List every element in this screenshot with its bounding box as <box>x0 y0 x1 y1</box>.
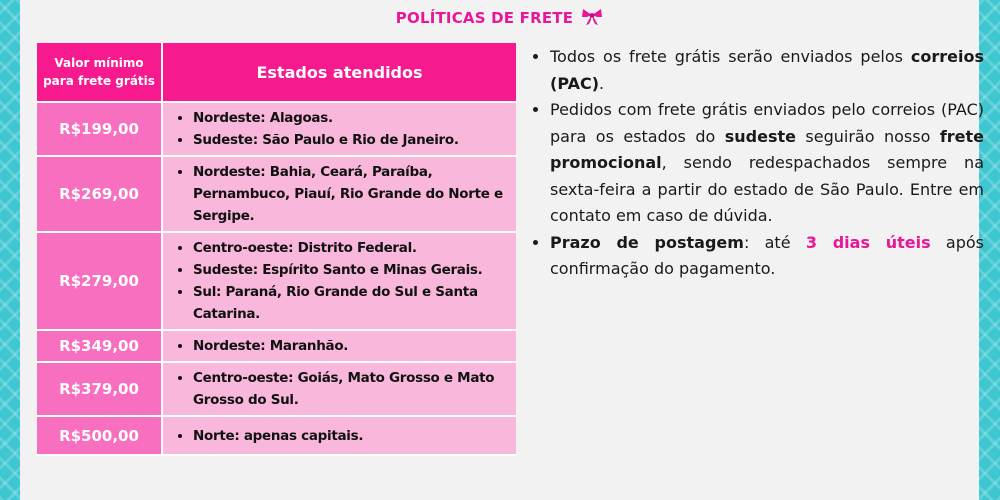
states-cell <box>163 103 516 157</box>
list-item: • Sudeste: Espírito Santo e Minas Gerais. <box>193 259 516 281</box>
policy-text: Pedidos com frete grátis enviados pelo correios (PAC) para os estados do <box>550 100 984 146</box>
policy-highlight: 3 dias úteis <box>805 232 931 252</box>
list-item: • Nordeste: Alagoas. <box>193 107 516 129</box>
policy-text: . <box>599 73 605 93</box>
header-states: Estados atendidos <box>163 43 516 103</box>
price-cell: R$199,00 <box>37 103 163 157</box>
price-cell: R$349,00 <box>37 331 163 363</box>
states-list <box>163 233 516 329</box>
price-cell: R$379,00 <box>37 363 163 417</box>
policy-item-posting-time <box>550 230 984 283</box>
price-cell: R$500,00 <box>37 417 163 456</box>
list-item: • Centro-oeste: Distrito Federal. <box>193 237 516 259</box>
policy-text: após confirmação do pagamento. <box>550 232 985 278</box>
list-item: • Sul: Paraná, Rio Grande do Sul e Santa Catarina. <box>193 281 516 325</box>
content-panel <box>20 0 985 500</box>
table-row <box>37 363 516 417</box>
header-min-value: Valor mínimo para frete grátis <box>37 43 163 103</box>
table-row <box>37 417 516 456</box>
list-item: • Centro-oeste: Goiás, Mato Grosso e Mato Grosso do Sul. <box>193 367 516 411</box>
states-list <box>163 421 516 451</box>
list-item: • Sudeste: São Paulo e Rio de Janeiro. <box>193 129 516 151</box>
states-cell <box>163 363 516 417</box>
policy-bold: frete promocional <box>550 126 985 172</box>
table-row <box>37 233 516 331</box>
list-item: • Nordeste: Maranhão. <box>193 335 516 357</box>
page-title <box>20 8 979 30</box>
page-title-text: POLÍTICAS DE FRETE <box>395 9 574 27</box>
states-list <box>163 103 516 155</box>
policy-text: , sendo redespachados sempre na sexta-feira a partir do estado de São Paulo. Entre em contato em caso de dúvida. <box>550 153 984 225</box>
states-cell <box>163 331 516 363</box>
price-cell: R$279,00 <box>37 233 163 331</box>
bow-icon <box>581 8 603 30</box>
states-list <box>163 157 516 231</box>
policy-text: : até <box>743 232 806 252</box>
table-row <box>37 157 516 233</box>
policy-text: seguirão nosso <box>795 126 940 146</box>
policy-bold: correios (PAC) <box>550 47 984 93</box>
policy-bold: sudeste <box>724 126 796 146</box>
policy-text: Todos os frete grátis serão enviados pelos <box>550 47 911 66</box>
list-item: • Nordeste: Bahia, Ceará, Paraíba, Pernambuco, Piauí, Rio Grande do Norte e Sergipe. <box>193 161 516 227</box>
states-cell <box>163 233 516 331</box>
shipping-policies-list <box>529 44 984 283</box>
shipping-table <box>37 43 516 456</box>
table-row <box>37 103 516 157</box>
price-cell: R$269,00 <box>37 157 163 233</box>
states-cell <box>163 417 516 456</box>
states-list <box>163 363 516 415</box>
policy-item-free-shipping <box>550 44 984 97</box>
policy-bold: Prazo de postagem <box>550 232 744 252</box>
policy-item-promotional <box>550 97 984 230</box>
table-header-row <box>37 43 516 103</box>
states-list <box>163 331 516 361</box>
states-cell <box>163 157 516 233</box>
list-item: • Norte: apenas capitais. <box>193 425 516 447</box>
table-row <box>37 331 516 363</box>
